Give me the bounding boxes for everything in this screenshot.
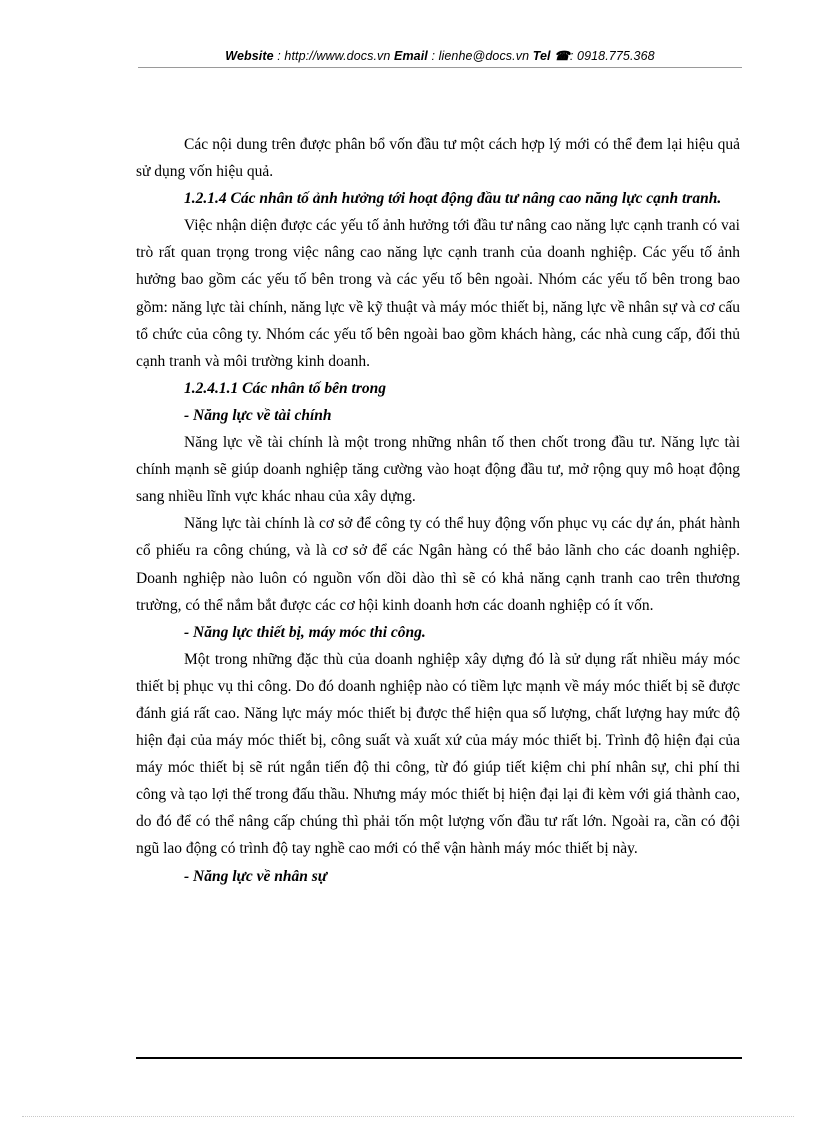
- tel-separator: :: [569, 49, 578, 63]
- paragraph-factor-overview: Việc nhận diện được các yếu tố ảnh hưởng tới đầu tư nâng cao năng lực cạnh tranh có vai trò rất quan trọng trong việc nâng cao năng lực cạnh tranh của doanh nghiệp. Các yếu tố ảnh hưởng bao gồm các yếu tố bên trong và các yếu tố bên ngoài. Nhóm các yếu tố bên trong bao gồm: năng lực tài chính, năng lực về kỹ thuật và máy móc thiết bị, năng lực về nhân sự và cơ cấu tổ chức của công ty. Nhóm các yếu tố bên ngoài bao gồm khách hàng, các nhà cung cấp, đối thủ cạnh tranh và môi trường kinh doanh.: [136, 217, 740, 370]
- page-header: [138, 48, 742, 63]
- phone-icon: ☎: [554, 49, 570, 63]
- page-edge-dotted-line: [22, 1116, 794, 1117]
- website-separator: :: [273, 49, 285, 63]
- heading-influencing-factors: 1.2.1.4 Các nhân tố ảnh hưởng tới hoạt động đầu tư nâng cao năng lực cạnh tranh.: [184, 190, 722, 208]
- email-address[interactable]: lienhe@docs.vn: [438, 49, 530, 63]
- document-body: [136, 131, 740, 890]
- paragraph-capital-allocation: Các nội dung trên được phân bổ vốn đầu tư một cách hợp lý mới có thể đem lại hiệu quả sử dụng vốn hiệu quả.: [136, 136, 740, 181]
- heading-financial-capacity: - Năng lực về tài chính: [184, 406, 332, 424]
- paragraph-financial-capacity: Năng lực về tài chính là một trong những nhân tố then chốt trong đầu tư. Năng lực tài chính mạnh sẽ giúp doanh nghiệp tăng cường vào hoạt động đầu tư, mở rộng quy mô hoạt động sang nhiều lĩnh vực khác nhau của xây dựng.: [136, 434, 740, 506]
- heading-equipment-capacity: - Năng lực thiết bị, máy móc thi công.: [184, 623, 426, 641]
- paragraph-financial-basis: Năng lực tài chính là cơ sở để công ty có thể huy động vốn phục vụ các dự án, phát hành cổ phiếu ra công chúng, và là cơ sở để các Ngân hàng có thể bảo lãnh cho các doanh nghiệp. Doanh nghiệp nào luôn có nguồn vốn dồi dào thì sẽ có khả năng cạnh tranh cao trên thương trường, có thể nắm bắt được các cơ hội kinh doanh hơn các doanh nghiệp có ít vốn.: [136, 515, 740, 614]
- email-separator: :: [427, 49, 439, 63]
- tel-number: 0918.775.368: [577, 49, 655, 63]
- website-label: Website: [225, 49, 274, 63]
- paragraph-equipment-capacity: Một trong những đặc thù của doanh nghiệp xây dựng đó là sử dụng rất nhiều máy móc thiết bị phục vụ thi công. Do đó doanh nghiệp nào có tiềm lực mạnh về máy móc thiết bị sẽ được đánh giá rất cao. Năng lực máy móc thiết bị được thể hiện qua số lượng, chất lượng hay mức độ hiện đại của máy móc thiết bị, công suất và xuất xứ của máy móc thiết bị. Trình độ hiện đại của máy móc thiết bị sẽ rút ngắn tiến độ thi công, từ đó giúp tiết kiệm chi phí nhân sự, chi phí thi công và tạo lợi thế trong đấu thầu. Nhưng máy móc thiết bị hiện đại lại đi kèm với giá thành cao, do đó để có thể nâng cấp chúng thì phải tốn một lượng vốn đầu tư rất lớn. Ngoài ra, cần có đội ngũ lao động có trình độ tay nghề cao mới có thể vận hành máy móc thiết bị này.: [136, 650, 740, 858]
- footer-divider: [136, 1057, 742, 1059]
- heading-personnel-capacity: - Năng lực về nhân sự: [184, 867, 328, 885]
- header-divider: [138, 67, 742, 68]
- email-label: Email: [394, 49, 428, 63]
- website-url[interactable]: http://www.docs.vn: [284, 49, 391, 63]
- tel-label: Tel: [532, 49, 551, 63]
- heading-internal-factors: 1.2.4.1.1 Các nhân tố bên trong: [184, 379, 386, 397]
